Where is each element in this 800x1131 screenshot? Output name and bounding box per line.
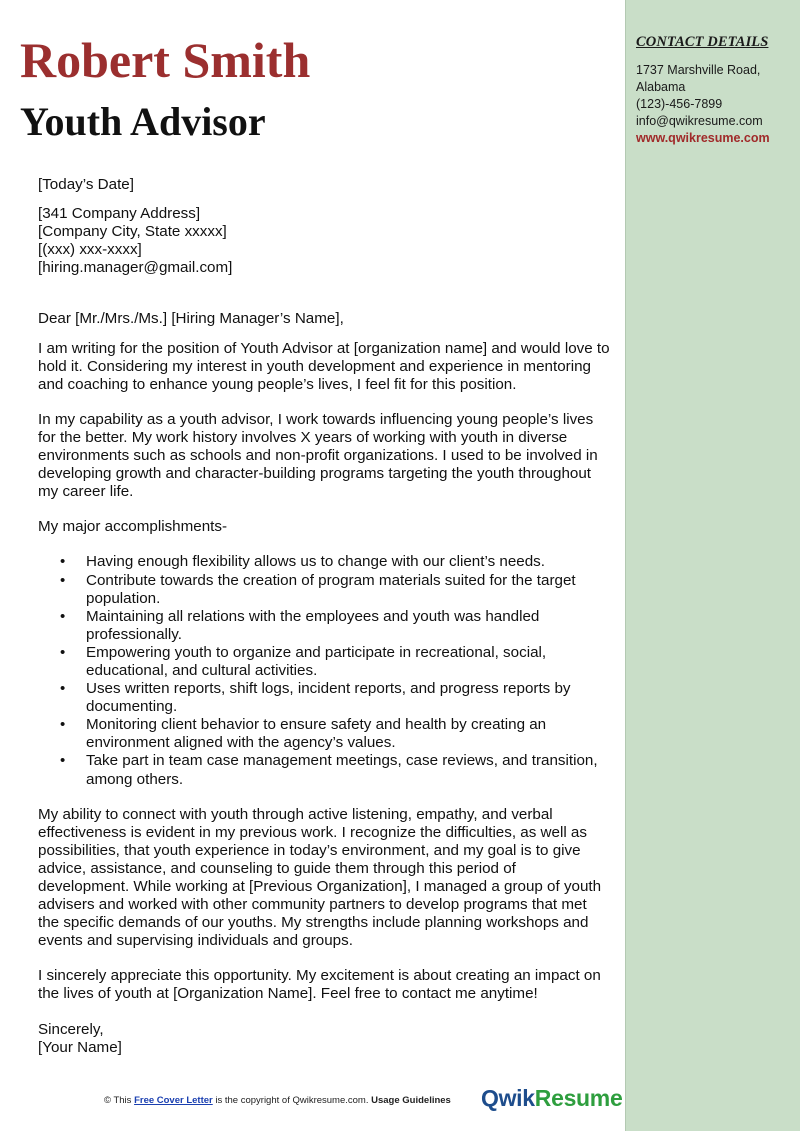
list-item: • Maintaining all relations with the employees and youth was handled professionally. bbox=[60, 607, 540, 643]
salutation: Dear [Mr./Mrs./Ms.] [Hiring Manager’s Name], bbox=[38, 310, 344, 328]
contact-website[interactable]: www.qwikresume.com bbox=[636, 131, 770, 145]
paragraph-skills: My ability to connect with youth through active listening, empathy, and verbal effectiveness is evident in my previous work. I recognize the difficulties, as well as possibilities, that youth experience in today’s environment, and my goal is to give advice, assistance, and counseling to guide them through this period of development. While working at [Previous Organization], I managed a group of youth advisers and worked with other community partners to develop programs that met the specific demands of our youths. My strengths include planning workshops and events and supervising individuals and groups. bbox=[38, 805, 602, 950]
signature: [Your Name] bbox=[38, 1038, 122, 1056]
list-item: • Monitoring client behavior to ensure safety and health by creating an environment aligned with the agency’s values. bbox=[60, 716, 547, 752]
bullet-icon: • bbox=[60, 607, 66, 625]
usage-guidelines-link[interactable]: Usage Guidelines bbox=[371, 1095, 451, 1106]
letter-body bbox=[38, 176, 610, 1057]
list-item: • Take part in team case management meetings, case reviews, and transition, among others. bbox=[60, 752, 598, 788]
bullet-icon: • bbox=[60, 643, 66, 661]
recipient-city: [Company City, State xxxxx] bbox=[38, 223, 227, 241]
list-item: • Contribute towards the creation of program materials suited for the target population. bbox=[60, 571, 576, 607]
paragraph-closing: I sincerely appreciate this opportunity. My excitement is about creating an impact on the lives of youth at [Organization Name]. Feel free to contact me anytime! bbox=[38, 967, 601, 1003]
bullet-icon: • bbox=[60, 716, 66, 734]
recipient-email: [hiring.manager@gmail.com] bbox=[38, 259, 233, 277]
recipient-address: [341 Company Address] bbox=[38, 205, 201, 223]
list-item: • Empowering youth to organize and participate in recreational, social, educational, and cultural activities. bbox=[60, 643, 547, 679]
bullet-icon: • bbox=[60, 680, 66, 698]
contact-sidebar bbox=[625, 0, 800, 1131]
bullet-icon: • bbox=[60, 752, 66, 770]
free-cover-letter-link[interactable]: Free Cover Letter bbox=[134, 1095, 213, 1106]
applicant-name: Robert Smith bbox=[20, 32, 311, 88]
bullet-icon: • bbox=[60, 553, 66, 571]
paragraph-experience: In my capability as a youth advisor, I work towards influencing young people’s lives for the better. My work history involves X years of working with youth in diverse environments such as schools and non-profit organizations. I used to be involved in developing growth and character-building programs targeting the youth throughout my career life. bbox=[38, 410, 598, 501]
recipient-phone: [(xxx) xxx-xxxx] bbox=[38, 241, 142, 259]
contact-heading: CONTACT DETAILS bbox=[636, 34, 769, 50]
contact-details bbox=[636, 62, 796, 147]
contact-phone: (123)-456-7899 bbox=[636, 97, 723, 111]
list-item: • Uses written reports, shift logs, incident reports, and progress reports by documenting. bbox=[60, 680, 571, 716]
list-item: • Having enough flexibility allows us to change with our client’s needs. bbox=[60, 553, 545, 571]
letter-date: [Today’s Date] bbox=[38, 176, 134, 193]
contact-address-line1: 1737 Marshville Road, bbox=[636, 63, 761, 77]
bullet-icon: • bbox=[60, 571, 66, 589]
qwikresume-logo: QwikResume bbox=[481, 1085, 623, 1111]
contact-address-line2: Alabama bbox=[636, 80, 686, 94]
copyright-icon: © bbox=[104, 1095, 111, 1106]
contact-email[interactable]: info@qwikresume.com bbox=[636, 114, 763, 128]
accomplishments-list bbox=[38, 553, 610, 788]
closing: Sincerely, bbox=[38, 1020, 104, 1038]
job-title: Youth Advisor bbox=[20, 99, 266, 144]
paragraph-intro: I am writing for the position of Youth Advisor at [organization name] and would love to hold it. Considering my interest in youth development and experience in mentoring and coaching to enhance young people’s lives, I feel fit for this position. bbox=[38, 339, 610, 393]
accomplishments-intro: My major accomplishments- bbox=[38, 518, 228, 536]
footer-copyright: © This Free Cover Letter is the copyright of Qwikresume.com. Usage Guidelines bbox=[104, 1095, 451, 1106]
